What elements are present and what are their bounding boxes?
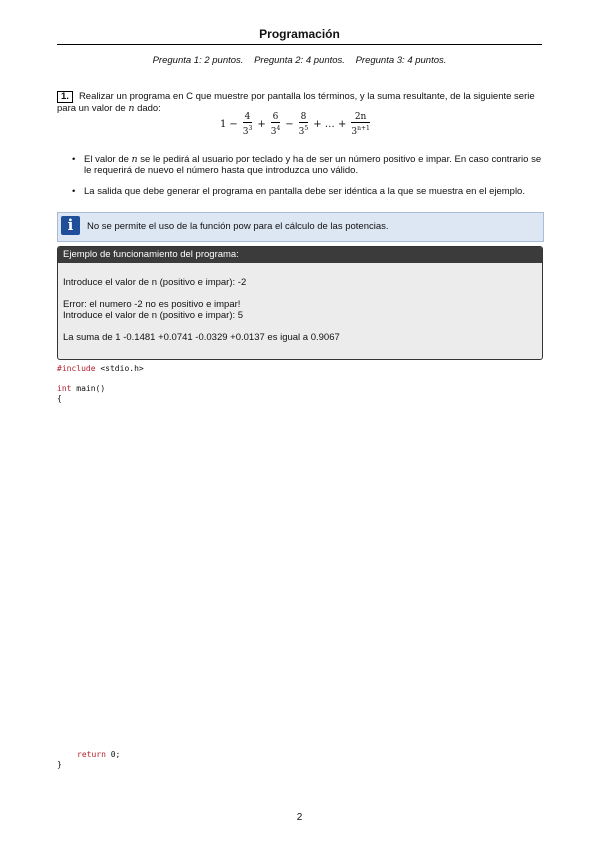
info-text: No se permite el uso de la función pow para el cálculo de las potencias. <box>87 221 389 232</box>
header-rule <box>57 44 542 45</box>
series-formula <box>220 112 372 137</box>
points-q3: Pregunta 3: 4 puntos. <box>355 55 447 66</box>
term-3-num: 8 <box>300 112 307 122</box>
bullet-1-var: n <box>131 154 138 165</box>
term-3-den <box>299 122 309 137</box>
term-last-num: 2n <box>354 112 367 122</box>
bullet-1-before: El valor de <box>84 154 129 165</box>
page-title: Programación <box>259 27 340 41</box>
bullet-2-text: La salida que debe generar el programa en pantalla debe ser idéntica a la que se muestra en el ejemplo. <box>84 186 525 197</box>
bullet-dot: • <box>72 154 76 165</box>
question-1 <box>57 91 543 114</box>
code-include-arg: <stdio.h> <box>100 364 144 373</box>
term-1-base: 3 <box>242 127 249 137</box>
list-item <box>72 154 542 176</box>
term-3-exp: 5 <box>304 125 309 132</box>
term-1-exp: 3 <box>248 125 253 132</box>
formula-term-1 <box>243 112 253 137</box>
bullet-1-text <box>84 154 542 176</box>
example-header <box>58 247 542 263</box>
code-return-value: 0; <box>110 750 121 759</box>
example-title: Ejemplo de funcionamiento del programa: <box>63 249 239 260</box>
requirements-list <box>72 154 542 207</box>
points-summary <box>0 55 599 66</box>
code-include-line <box>57 364 144 374</box>
formula-op-1: − <box>229 119 238 130</box>
page-number: 2 <box>296 812 303 823</box>
term-1-den <box>243 122 253 137</box>
question-var: n <box>128 103 135 114</box>
example-box <box>57 246 543 360</box>
example-line-2: Error: el numero -2 no es positivo e impar! <box>63 299 241 310</box>
formula-term-3 <box>299 112 309 137</box>
info-icon: i <box>61 216 80 235</box>
points-q2: Pregunta 2: 4 puntos. <box>254 55 345 66</box>
example-line-4: La suma de 1 -0.1481 +0.0741 -0.0329 +0.0137 es igual a 0.9067 <box>63 332 340 343</box>
term-2-base: 3 <box>270 127 277 137</box>
code-main-signature: main() <box>76 384 106 393</box>
term-1-num: 4 <box>244 112 251 122</box>
code-block <box>57 364 144 404</box>
term-last-den <box>351 122 369 137</box>
code-return-keyword: return <box>77 750 106 759</box>
code-main-line <box>57 384 144 394</box>
formula-term-2 <box>271 112 281 137</box>
question-number: 1. <box>57 91 73 103</box>
code-close-brace: } <box>57 760 62 769</box>
question-text-before: Realizar un programa en C que muestre por pantalla los términos, y la suma resultante, de la siguiente serie para un valor de <box>57 91 535 114</box>
code-return-line <box>77 750 120 759</box>
term-last-exp: n+1 <box>357 125 370 132</box>
term-last-base: 3 <box>351 127 358 137</box>
info-box <box>57 212 544 242</box>
code-include-keyword: #include <box>57 364 96 373</box>
points-q1: Pregunta 1: 2 puntos. <box>152 55 244 66</box>
term-2-exp: 4 <box>276 125 281 132</box>
bullet-dot: • <box>72 186 76 197</box>
example-output <box>63 277 340 343</box>
code-int-keyword: int <box>57 384 72 393</box>
formula-term-last <box>351 112 369 137</box>
term-3-base: 3 <box>298 127 305 137</box>
formula-first: 1 <box>220 119 227 130</box>
term-2-den <box>271 122 281 137</box>
term-2-num: 6 <box>272 112 279 122</box>
bullet-1-after: se le pedirá al usuario por teclado y ha de ser un número positivo e impar. En caso contrario se le requerirá de nuevo el número hasta que introduzca uno válido. <box>84 154 542 176</box>
formula-op-3: − <box>285 119 294 130</box>
formula-ellipsis: + … + <box>313 119 347 130</box>
question-text-after: dado: <box>137 103 161 114</box>
example-line-1: Introduce el valor de n (positivo e impar): -2 <box>63 277 247 288</box>
example-line-3: Introduce el valor de n (positivo e impar): 5 <box>63 310 244 321</box>
formula-op-2: + <box>257 119 266 130</box>
list-item <box>72 186 542 197</box>
code-open-brace: { <box>57 394 62 403</box>
